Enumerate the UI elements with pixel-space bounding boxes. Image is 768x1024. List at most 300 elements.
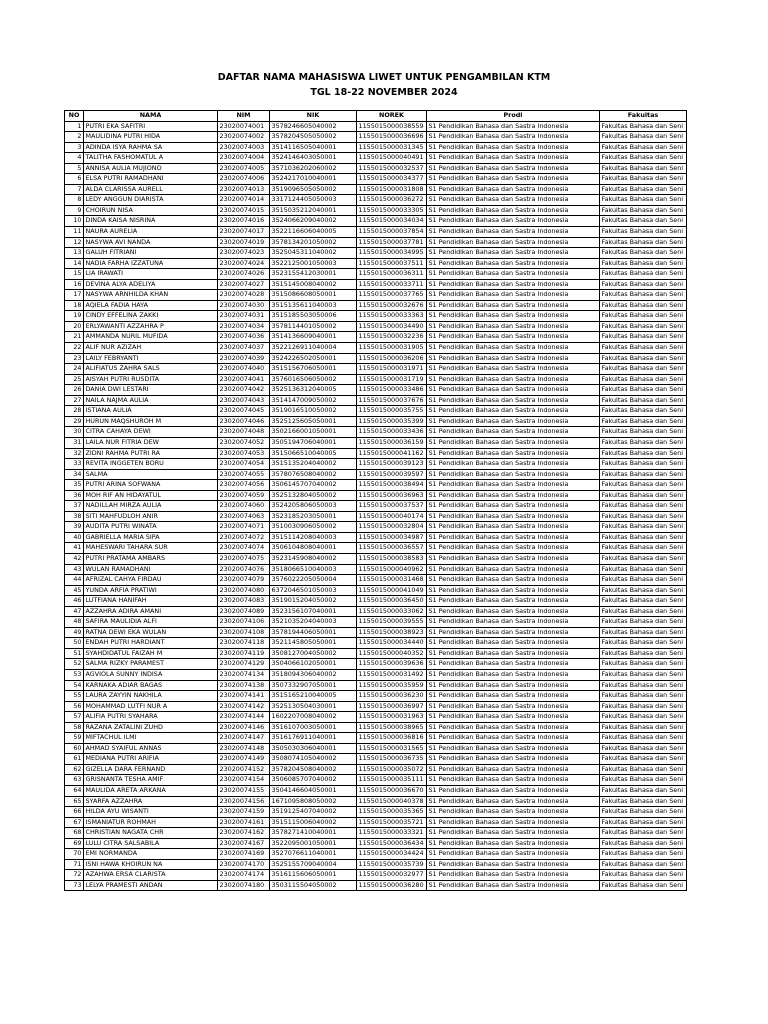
cell-fakultas: Fakultas Bahasa dan Seni bbox=[600, 743, 687, 754]
cell-nama: AISYAH PUTRI RUSDITA bbox=[84, 374, 218, 385]
cell-nim: 23020074060 bbox=[218, 501, 270, 512]
cell-nim: 23020074174 bbox=[218, 870, 270, 881]
cell-no: 13 bbox=[65, 248, 84, 259]
cell-nik: 3524205806050003 bbox=[270, 501, 357, 512]
cell-nim: 23020074017 bbox=[218, 227, 270, 238]
table-row bbox=[65, 427, 687, 438]
cell-nim: 23020074083 bbox=[218, 596, 270, 607]
table-row bbox=[65, 448, 687, 459]
cell-norek: 1155015000033363 bbox=[357, 311, 427, 322]
cell-prodi: S1 Pendidikan Bahasa dan Sastra Indonesia bbox=[427, 733, 600, 744]
cell-nik: 3524226502050001 bbox=[270, 353, 357, 364]
cell-no: 73 bbox=[65, 880, 84, 891]
cell-fakultas: Fakultas Bahasa dan Seni bbox=[600, 838, 687, 849]
cell-norek: 1155015000035739 bbox=[357, 859, 427, 870]
cell-nim: 23020074014 bbox=[218, 195, 270, 206]
table-row bbox=[65, 163, 687, 174]
cell-nama: LULU CITRA SALSABILA bbox=[84, 838, 218, 849]
cell-fakultas: Fakultas Bahasa dan Seni bbox=[600, 490, 687, 501]
cell-prodi: S1 Pendidikan Bahasa dan Sastra Indonesia bbox=[427, 564, 600, 575]
cell-prodi: S1 Pendidikan Bahasa dan Sastra Indonesia bbox=[427, 142, 600, 153]
cell-nama: AFRIZAL CAHYA FIRDAU bbox=[84, 575, 218, 586]
cell-nim: 23020074055 bbox=[218, 469, 270, 480]
table-row bbox=[65, 553, 687, 564]
cell-fakultas: Fakultas Bahasa dan Seni bbox=[600, 859, 687, 870]
cell-nim: 23020074170 bbox=[218, 859, 270, 870]
cell-nim: 23020074155 bbox=[218, 786, 270, 797]
cell-norek: 1155015000033486 bbox=[357, 385, 427, 396]
cell-nik: 3519015204050002 bbox=[270, 596, 357, 607]
cell-no: 30 bbox=[65, 427, 84, 438]
cell-no: 4 bbox=[65, 153, 84, 164]
cell-norek: 1155015000031719 bbox=[357, 374, 427, 385]
cell-prodi: S1 Pendidikan Bahasa dan Sastra Indonesia bbox=[427, 258, 600, 269]
cell-nim: 23020074075 bbox=[218, 553, 270, 564]
cell-nim: 23020074013 bbox=[218, 184, 270, 195]
cell-nama: GABRIELLA MARIA SIPA bbox=[84, 532, 218, 543]
cell-nik: 3506145707040002 bbox=[270, 480, 357, 491]
cell-no: 69 bbox=[65, 838, 84, 849]
cell-nik: 3578194406050001 bbox=[270, 627, 357, 638]
cell-nama: ISNI HAWA KHOIRUN NA bbox=[84, 859, 218, 870]
cell-norek: 1155015000034034 bbox=[357, 216, 427, 227]
cell-fakultas: Fakultas Bahasa dan Seni bbox=[600, 564, 687, 575]
cell-fakultas: Fakultas Bahasa dan Seni bbox=[600, 543, 687, 554]
cell-nim: 23020074015 bbox=[218, 205, 270, 216]
cell-nim: 23020074026 bbox=[218, 269, 270, 280]
cell-no: 17 bbox=[65, 290, 84, 301]
table-row bbox=[65, 332, 687, 343]
cell-norek: 1155015000036557 bbox=[357, 543, 427, 554]
cell-norek: 1155015000031468 bbox=[357, 575, 427, 586]
cell-fakultas: Fakultas Bahasa dan Seni bbox=[600, 153, 687, 164]
cell-nama: ERLYAWANTI AZZAHRA P bbox=[84, 321, 218, 332]
cell-fakultas: Fakultas Bahasa dan Seni bbox=[600, 300, 687, 311]
cell-norek: 1155015000036311 bbox=[357, 269, 427, 280]
cell-prodi: S1 Pendidikan Bahasa dan Sastra Indonesia bbox=[427, 469, 600, 480]
cell-prodi: S1 Pendidikan Bahasa dan Sastra Indonesia bbox=[427, 311, 600, 322]
cell-nama: LAILA NUR FITRIA DEW bbox=[84, 437, 218, 448]
cell-norek: 1155015000040378 bbox=[357, 796, 427, 807]
cell-norek: 1155015000032676 bbox=[357, 300, 427, 311]
cell-nim: 23020074028 bbox=[218, 290, 270, 301]
cell-nim: 23020074002 bbox=[218, 132, 270, 143]
cell-prodi: S1 Pendidikan Bahasa dan Sastra Indonesia bbox=[427, 786, 600, 797]
cell-nim: 23020074003 bbox=[218, 142, 270, 153]
cell-fakultas: Fakultas Bahasa dan Seni bbox=[600, 617, 687, 628]
cell-norek: 1155015000038965 bbox=[357, 722, 427, 733]
cell-nama: CITRA CAHAYA DEWI bbox=[84, 427, 218, 438]
cell-prodi: S1 Pendidikan Bahasa dan Sastra Indonesia bbox=[427, 216, 600, 227]
cell-fakultas: Fakultas Bahasa dan Seni bbox=[600, 290, 687, 301]
cell-no: 5 bbox=[65, 163, 84, 174]
cell-nik: 3519096505050002 bbox=[270, 184, 357, 195]
cell-norek: 1155015000036280 bbox=[357, 880, 427, 891]
cell-norek: 1155015000037854 bbox=[357, 227, 427, 238]
cell-prodi: S1 Pendidikan Bahasa dan Sastra Indonesia bbox=[427, 511, 600, 522]
student-table bbox=[64, 110, 687, 891]
cell-nik: 3508074105040002 bbox=[270, 754, 357, 765]
cell-no: 38 bbox=[65, 511, 84, 522]
table-row bbox=[65, 648, 687, 659]
cell-nim: 23020074019 bbox=[218, 237, 270, 248]
table-row bbox=[65, 321, 687, 332]
cell-fakultas: Fakultas Bahasa dan Seni bbox=[600, 638, 687, 649]
cell-prodi: S1 Pendidikan Bahasa dan Sastra Indonesia bbox=[427, 153, 600, 164]
cell-no: 70 bbox=[65, 849, 84, 860]
cell-fakultas: Fakultas Bahasa dan Seni bbox=[600, 775, 687, 786]
cell-nik: 3519125407040002 bbox=[270, 807, 357, 818]
cell-nama: RAZANA ZATALINI ZUHD bbox=[84, 722, 218, 733]
cell-nama: NADIA FARHA IZZATUNA bbox=[84, 258, 218, 269]
cell-no: 71 bbox=[65, 859, 84, 870]
cell-norek: 1155015000036230 bbox=[357, 691, 427, 702]
cell-no: 57 bbox=[65, 712, 84, 723]
cell-nim: 23020074159 bbox=[218, 807, 270, 818]
table-row bbox=[65, 733, 687, 744]
cell-fakultas: Fakultas Bahasa dan Seni bbox=[600, 374, 687, 385]
cell-no: 58 bbox=[65, 722, 84, 733]
table-row bbox=[65, 870, 687, 881]
cell-norek: 1155015000031963 bbox=[357, 712, 427, 723]
cell-nama: MOH RIF AN HIDAYATUL bbox=[84, 490, 218, 501]
cell-nim: 23020074180 bbox=[218, 880, 270, 891]
cell-nama: LELYA PRAMESTI ANDAN bbox=[84, 880, 218, 891]
cell-nik: 3578076508040002 bbox=[270, 469, 357, 480]
cell-no: 15 bbox=[65, 269, 84, 280]
cell-nik: 3505194706040001 bbox=[270, 437, 357, 448]
cell-nik: 3507332907050001 bbox=[270, 680, 357, 691]
cell-no: 28 bbox=[65, 406, 84, 417]
cell-nama: SALMA RIZKY PARAMEST bbox=[84, 659, 218, 670]
cell-nik: 3525045311040002 bbox=[270, 248, 357, 259]
table-row bbox=[65, 859, 687, 870]
cell-no: 24 bbox=[65, 364, 84, 375]
cell-prodi: S1 Pendidikan Bahasa dan Sastra Indonesia bbox=[427, 205, 600, 216]
cell-nik: 3578114401050002 bbox=[270, 321, 357, 332]
cell-prodi: S1 Pendidikan Bahasa dan Sastra Indonesia bbox=[427, 543, 600, 554]
cell-prodi: S1 Pendidikan Bahasa dan Sastra Indonesia bbox=[427, 701, 600, 712]
cell-nik: 3515185503050006 bbox=[270, 311, 357, 322]
table-row bbox=[65, 353, 687, 364]
cell-nama: AQIELA FADIA HAYA bbox=[84, 300, 218, 311]
cell-prodi: S1 Pendidikan Bahasa dan Sastra Indonesia bbox=[427, 870, 600, 881]
cell-norek: 1155015000036206 bbox=[357, 353, 427, 364]
cell-nim: 23020074016 bbox=[218, 216, 270, 227]
cell-norek: 1155015000036450 bbox=[357, 596, 427, 607]
table-row bbox=[65, 459, 687, 470]
cell-fakultas: Fakultas Bahasa dan Seni bbox=[600, 332, 687, 343]
cell-norek: 1155015000037676 bbox=[357, 395, 427, 406]
cell-prodi: S1 Pendidikan Bahasa dan Sastra Indonesia bbox=[427, 764, 600, 775]
cell-norek: 1155015000035072 bbox=[357, 764, 427, 775]
table-row bbox=[65, 638, 687, 649]
cell-fakultas: Fakultas Bahasa dan Seni bbox=[600, 691, 687, 702]
cell-prodi: S1 Pendidikan Bahasa dan Sastra Indonesia bbox=[427, 237, 600, 248]
cell-fakultas: Fakultas Bahasa dan Seni bbox=[600, 712, 687, 723]
header-nama: NAMA bbox=[84, 111, 218, 122]
cell-nama: ALIFIA PUTRI SYAHARA bbox=[84, 712, 218, 723]
cell-no: 14 bbox=[65, 258, 84, 269]
cell-nik: 3525130504030001 bbox=[270, 701, 357, 712]
cell-nim: 23020074072 bbox=[218, 532, 270, 543]
cell-norek: 1155015000038923 bbox=[357, 627, 427, 638]
cell-fakultas: Fakultas Bahasa dan Seni bbox=[600, 469, 687, 480]
cell-fakultas: Fakultas Bahasa dan Seni bbox=[600, 480, 687, 491]
cell-no: 23 bbox=[65, 353, 84, 364]
cell-nama: NASYWA ARNHILDA KHAN bbox=[84, 290, 218, 301]
cell-no: 52 bbox=[65, 659, 84, 670]
cell-nama: ADINDA ISYA RAHMA SA bbox=[84, 142, 218, 153]
cell-nim: 23020074039 bbox=[218, 353, 270, 364]
table-row bbox=[65, 627, 687, 638]
cell-fakultas: Fakultas Bahasa dan Seni bbox=[600, 437, 687, 448]
cell-fakultas: Fakultas Bahasa dan Seni bbox=[600, 163, 687, 174]
cell-prodi: S1 Pendidikan Bahasa dan Sastra Indonesia bbox=[427, 849, 600, 860]
cell-norek: 1155015000037765 bbox=[357, 290, 427, 301]
cell-norek: 1155015000033436 bbox=[357, 427, 427, 438]
table-row bbox=[65, 469, 687, 480]
cell-nik: 3514116505040001 bbox=[270, 142, 357, 153]
cell-fakultas: Fakultas Bahasa dan Seni bbox=[600, 585, 687, 596]
cell-nama: ZIDNI RAHMA PUTRI RA bbox=[84, 448, 218, 459]
cell-prodi: S1 Pendidikan Bahasa dan Sastra Indonesia bbox=[427, 174, 600, 185]
cell-nim: 23020074056 bbox=[218, 480, 270, 491]
cell-nama: PUTRI PRATAMA AMBARS bbox=[84, 553, 218, 564]
cell-nik: 3522125001050003 bbox=[270, 258, 357, 269]
cell-nim: 23020074043 bbox=[218, 395, 270, 406]
cell-nik: 3524146403050001 bbox=[270, 153, 357, 164]
cell-norek: 1155015000035755 bbox=[357, 406, 427, 417]
cell-nim: 23020074059 bbox=[218, 490, 270, 501]
cell-prodi: S1 Pendidikan Bahasa dan Sastra Indonesia bbox=[427, 227, 600, 238]
cell-norek: 1155015000032236 bbox=[357, 332, 427, 343]
cell-nim: 23020074052 bbox=[218, 437, 270, 448]
cell-nik: 3524066209040002 bbox=[270, 216, 357, 227]
cell-prodi: S1 Pendidikan Bahasa dan Sastra Indonesia bbox=[427, 722, 600, 733]
cell-norek: 1155015000031492 bbox=[357, 669, 427, 680]
cell-nim: 23020074040 bbox=[218, 364, 270, 375]
cell-no: 56 bbox=[65, 701, 84, 712]
table-row bbox=[65, 279, 687, 290]
cell-no: 45 bbox=[65, 585, 84, 596]
document-title: DAFTAR NAMA MAHASISWA LIWET UNTUK PENGAMBILAN KTM bbox=[217, 72, 551, 83]
cell-nim: 23020074048 bbox=[218, 427, 270, 438]
table-row bbox=[65, 743, 687, 754]
cell-no: 34 bbox=[65, 469, 84, 480]
cell-fakultas: Fakultas Bahasa dan Seni bbox=[600, 216, 687, 227]
header-prodi: Prodi bbox=[427, 111, 600, 122]
cell-norek: 1155015000033305 bbox=[357, 205, 427, 216]
cell-nik: 3525136312040005 bbox=[270, 385, 357, 396]
cell-prodi: S1 Pendidikan Bahasa dan Sastra Indonesia bbox=[427, 269, 600, 280]
cell-fakultas: Fakultas Bahasa dan Seni bbox=[600, 311, 687, 322]
cell-nik: 3317124405050003 bbox=[270, 195, 357, 206]
cell-prodi: S1 Pendidikan Bahasa dan Sastra Indonesia bbox=[427, 532, 600, 543]
cell-fakultas: Fakultas Bahasa dan Seni bbox=[600, 132, 687, 143]
cell-norek: 1155015000032804 bbox=[357, 522, 427, 533]
cell-nama: TALITHA FASHOMATUL A bbox=[84, 153, 218, 164]
header-nim: NIM bbox=[218, 111, 270, 122]
cell-nama: ELSA PUTRI RAMADHANI bbox=[84, 174, 218, 185]
table-row bbox=[65, 205, 687, 216]
cell-norek: 1155015000036434 bbox=[357, 838, 427, 849]
table-body bbox=[65, 121, 687, 891]
cell-norek: 1155015000040491 bbox=[357, 153, 427, 164]
cell-nik: 3522126911040004 bbox=[270, 343, 357, 354]
cell-nim: 23020074030 bbox=[218, 300, 270, 311]
table-row bbox=[65, 764, 687, 775]
cell-nik: 3578204508040002 bbox=[270, 764, 357, 775]
cell-nama: SAFIRA MAULIDIA ALFI bbox=[84, 617, 218, 628]
cell-nama: HILDA AYU WISANTI bbox=[84, 807, 218, 818]
cell-nim: 23020074063 bbox=[218, 511, 270, 522]
cell-fakultas: Fakultas Bahasa dan Seni bbox=[600, 174, 687, 185]
cell-nama: LUTFIANA HANIFAH bbox=[84, 596, 218, 607]
cell-no: 62 bbox=[65, 764, 84, 775]
table-row bbox=[65, 838, 687, 849]
cell-prodi: S1 Pendidikan Bahasa dan Sastra Indonesia bbox=[427, 332, 600, 343]
cell-nama: CHOIRUN NISA bbox=[84, 205, 218, 216]
header-no: NO bbox=[65, 111, 84, 122]
table-row bbox=[65, 807, 687, 818]
table-row bbox=[65, 269, 687, 280]
cell-no: 10 bbox=[65, 216, 84, 227]
cell-prodi: S1 Pendidikan Bahasa dan Sastra Indonesia bbox=[427, 627, 600, 638]
table-row bbox=[65, 374, 687, 385]
cell-fakultas: Fakultas Bahasa dan Seni bbox=[600, 227, 687, 238]
cell-prodi: S1 Pendidikan Bahasa dan Sastra Indonesia bbox=[427, 290, 600, 301]
cell-nama: LAURA ZAYYIN NAKHILA bbox=[84, 691, 218, 702]
cell-nik: 3578246605040002 bbox=[270, 121, 357, 132]
cell-fakultas: Fakultas Bahasa dan Seni bbox=[600, 511, 687, 522]
cell-no: 68 bbox=[65, 828, 84, 839]
cell-nik: 3514136609040001 bbox=[270, 332, 357, 343]
cell-fakultas: Fakultas Bahasa dan Seni bbox=[600, 395, 687, 406]
cell-fakultas: Fakultas Bahasa dan Seni bbox=[600, 786, 687, 797]
cell-nim: 23020074036 bbox=[218, 332, 270, 343]
cell-nik: 3518066510040003 bbox=[270, 564, 357, 575]
cell-no: 12 bbox=[65, 237, 84, 248]
cell-norek: 1155015000041162 bbox=[357, 448, 427, 459]
cell-fakultas: Fakultas Bahasa dan Seni bbox=[600, 459, 687, 470]
cell-fakultas: Fakultas Bahasa dan Seni bbox=[600, 321, 687, 332]
cell-no: 20 bbox=[65, 321, 84, 332]
cell-norek: 1155015000031565 bbox=[357, 743, 427, 754]
cell-nik: 3515115006040002 bbox=[270, 817, 357, 828]
cell-prodi: S1 Pendidikan Bahasa dan Sastra Indonesia bbox=[427, 279, 600, 290]
cell-norek: 1155015000039555 bbox=[357, 617, 427, 628]
cell-nik: 3515066510040005 bbox=[270, 448, 357, 459]
cell-fakultas: Fakultas Bahasa dan Seni bbox=[600, 343, 687, 354]
table-row bbox=[65, 543, 687, 554]
cell-no: 2 bbox=[65, 132, 84, 143]
cell-nik: 3521145805050001 bbox=[270, 638, 357, 649]
cell-fakultas: Fakultas Bahasa dan Seni bbox=[600, 385, 687, 396]
cell-nim: 23020074037 bbox=[218, 343, 270, 354]
cell-nama: GRISNANTA TESHA AMIF bbox=[84, 775, 218, 786]
cell-nim: 23020074118 bbox=[218, 638, 270, 649]
cell-no: 41 bbox=[65, 543, 84, 554]
cell-prodi: S1 Pendidikan Bahasa dan Sastra Indonesia bbox=[427, 437, 600, 448]
cell-no: 36 bbox=[65, 490, 84, 501]
cell-nim: 23020074024 bbox=[218, 258, 270, 269]
cell-nama: HURUN MAQSHUROH M bbox=[84, 416, 218, 427]
cell-nim: 23020074006 bbox=[218, 174, 270, 185]
table-row bbox=[65, 522, 687, 533]
cell-prodi: S1 Pendidikan Bahasa dan Sastra Indonesia bbox=[427, 184, 600, 195]
table-row bbox=[65, 184, 687, 195]
cell-prodi: S1 Pendidikan Bahasa dan Sastra Indonesia bbox=[427, 807, 600, 818]
cell-no: 21 bbox=[65, 332, 84, 343]
cell-fakultas: Fakultas Bahasa dan Seni bbox=[600, 627, 687, 638]
cell-norek: 1155015000031971 bbox=[357, 364, 427, 375]
cell-prodi: S1 Pendidikan Bahasa dan Sastra Indonesia bbox=[427, 522, 600, 533]
cell-norek: 1155015000031808 bbox=[357, 184, 427, 195]
cell-nik: 3578271410040001 bbox=[270, 828, 357, 839]
cell-fakultas: Fakultas Bahasa dan Seni bbox=[600, 269, 687, 280]
cell-prodi: S1 Pendidikan Bahasa dan Sastra Indonesia bbox=[427, 395, 600, 406]
cell-nama: YUNDA ARFIA PRATIWI bbox=[84, 585, 218, 596]
cell-prodi: S1 Pendidikan Bahasa dan Sastra Indonesia bbox=[427, 648, 600, 659]
cell-prodi: S1 Pendidikan Bahasa dan Sastra Indonesia bbox=[427, 553, 600, 564]
cell-no: 16 bbox=[65, 279, 84, 290]
cell-fakultas: Fakultas Bahasa dan Seni bbox=[600, 406, 687, 417]
cell-fakultas: Fakultas Bahasa dan Seni bbox=[600, 416, 687, 427]
cell-nik: 3516176911040001 bbox=[270, 733, 357, 744]
cell-fakultas: Fakultas Bahasa dan Seni bbox=[600, 733, 687, 744]
cell-fakultas: Fakultas Bahasa dan Seni bbox=[600, 258, 687, 269]
cell-no: 43 bbox=[65, 564, 84, 575]
cell-prodi: S1 Pendidikan Bahasa dan Sastra Indonesia bbox=[427, 880, 600, 891]
cell-no: 67 bbox=[65, 817, 84, 828]
cell-fakultas: Fakultas Bahasa dan Seni bbox=[600, 427, 687, 438]
cell-nama: AGVIOLA SUNNY INDISA bbox=[84, 669, 218, 680]
table-row bbox=[65, 290, 687, 301]
table-row bbox=[65, 775, 687, 786]
cell-nim: 23020074146 bbox=[218, 722, 270, 733]
cell-no: 64 bbox=[65, 786, 84, 797]
cell-prodi: S1 Pendidikan Bahasa dan Sastra Indonesia bbox=[427, 691, 600, 702]
table-row bbox=[65, 153, 687, 164]
cell-prodi: S1 Pendidikan Bahasa dan Sastra Indonesia bbox=[427, 712, 600, 723]
cell-nim: 23020074156 bbox=[218, 796, 270, 807]
cell-no: 54 bbox=[65, 680, 84, 691]
table-row bbox=[65, 395, 687, 406]
header-row bbox=[65, 111, 687, 122]
cell-no: 50 bbox=[65, 638, 84, 649]
cell-nama: KARNAKA ADIAR BAGAS bbox=[84, 680, 218, 691]
cell-fakultas: Fakultas Bahasa dan Seni bbox=[600, 205, 687, 216]
table-row bbox=[65, 680, 687, 691]
cell-nama: ISTIANA AULIA bbox=[84, 406, 218, 417]
cell-fakultas: Fakultas Bahasa dan Seni bbox=[600, 880, 687, 891]
cell-nama: LAILY FEBRYANTI bbox=[84, 353, 218, 364]
table-row bbox=[65, 585, 687, 596]
cell-nama: PUTRI EKA SAFITRI bbox=[84, 121, 218, 132]
cell-prodi: S1 Pendidikan Bahasa dan Sastra Indonesia bbox=[427, 385, 600, 396]
cell-norek: 1155015000037781 bbox=[357, 237, 427, 248]
cell-nik: 3525125605050001 bbox=[270, 416, 357, 427]
cell-nim: 23020074138 bbox=[218, 680, 270, 691]
cell-nik: 3521035204040003 bbox=[270, 617, 357, 628]
cell-fakultas: Fakultas Bahasa dan Seni bbox=[600, 754, 687, 765]
cell-nik: 3522116606040005 bbox=[270, 227, 357, 238]
cell-norek: 1155015000034440 bbox=[357, 638, 427, 649]
cell-nik: 3527076611040001 bbox=[270, 849, 357, 860]
cell-norek: 1155015000037511 bbox=[357, 258, 427, 269]
table-row bbox=[65, 722, 687, 733]
